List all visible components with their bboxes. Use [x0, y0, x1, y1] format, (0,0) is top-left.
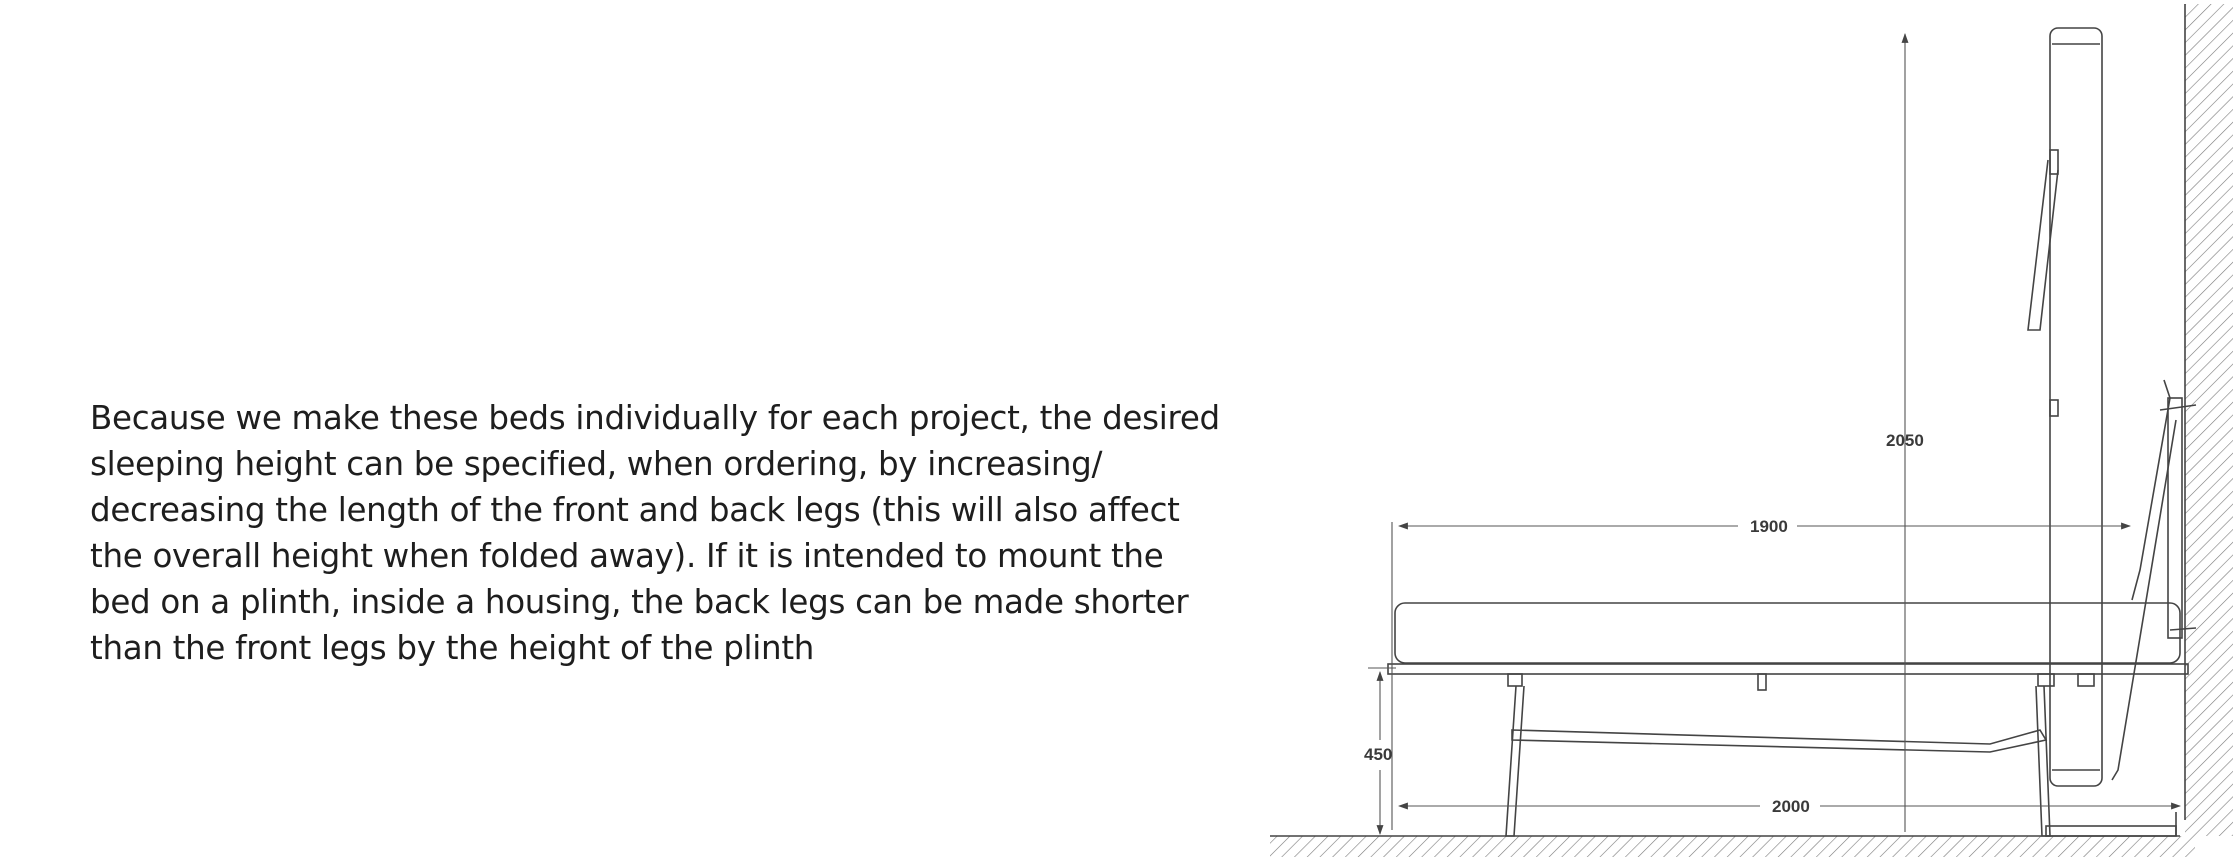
- wall-bed-technical-drawing: [1270, 0, 2233, 857]
- floor: [1270, 836, 2195, 857]
- description-text: Because we make these beds individually for each project, the desired sleeping height can be specified, when ordering, by increasing/ decreasing the length of the front and back legs (this will also affect the overall height when folded away). If it is intended to mount the bed on a plinth, inside a housing, the back legs can be made shorter than the front legs by the height of the plinth: [90, 399, 1220, 667]
- dimension-folded-height: 2050: [1886, 431, 1924, 450]
- dimension-overall-length: 2000: [1772, 797, 1810, 816]
- wall: [2185, 4, 2233, 836]
- dimension-sleeping-height: 450: [1364, 745, 1393, 764]
- folded-bed: [2028, 28, 2102, 786]
- dimension-bed-length: 1900: [1750, 517, 1788, 536]
- wall-mechanism: [2112, 380, 2196, 780]
